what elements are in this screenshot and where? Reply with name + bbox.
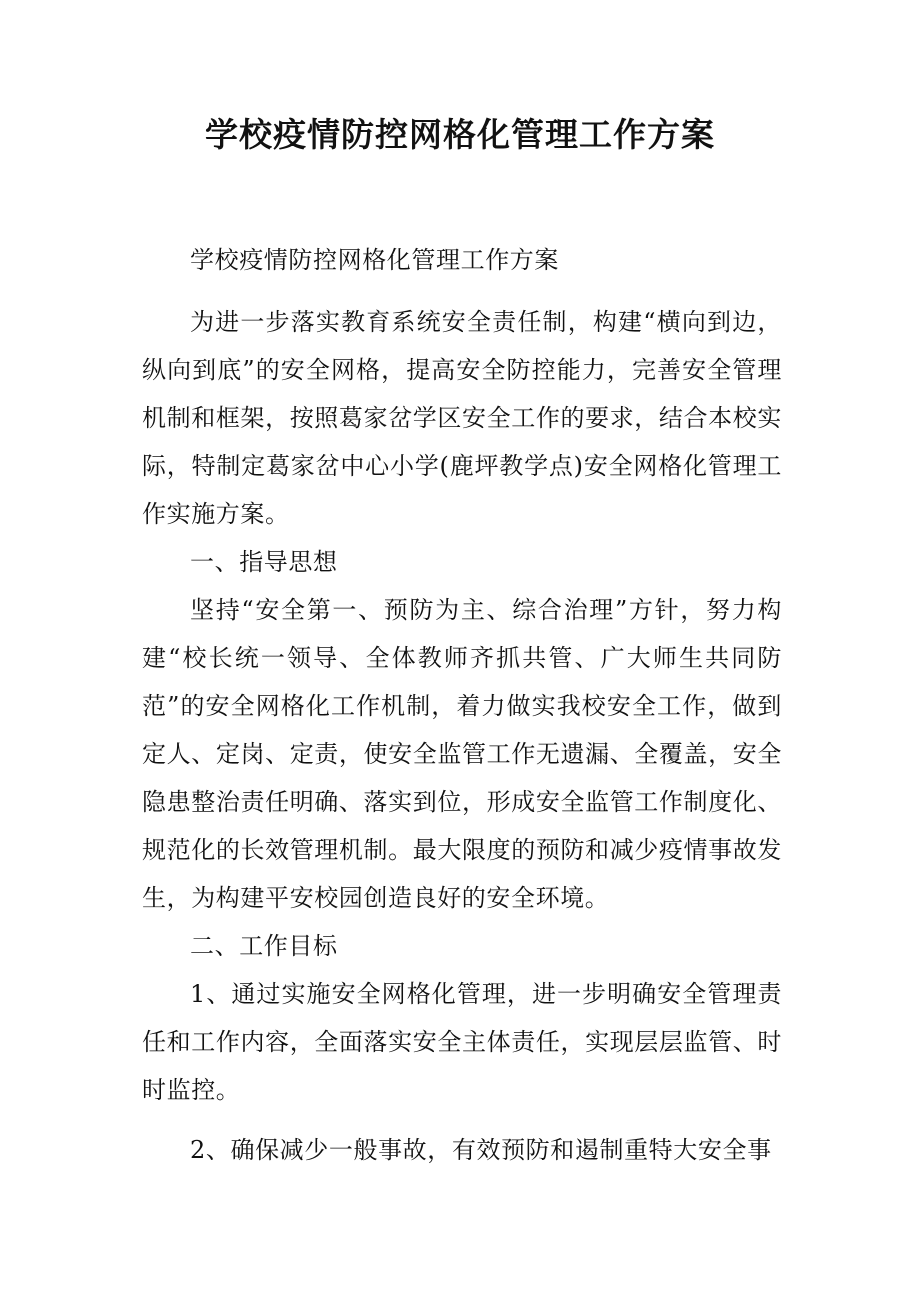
paragraph-goal-2: 2、确保减少一般事故，有效预防和遏制重特大安全事	[190, 1136, 772, 1164]
document-body	[142, 236, 782, 1174]
document-subtitle: 学校疫情防控网格化管理工作方案	[190, 246, 559, 274]
paragraph-intro: 为进一步落实教育系统安全责任制，构建“横向到边，纵向到底”的安全网格，提高安全防控能力，完善安全管理机制和框架，按照葛家岔学区安全工作的要求，结合本校实际，特制定葛家岔中心小学(鹿坪教学点)安全网格化管理工作实施方案。	[142, 308, 782, 528]
document-title: 学校疫情防控网格化管理工作方案	[205, 115, 715, 154]
section-heading-work-goals: 二、工作目标	[190, 932, 338, 960]
paragraph-guiding-ideology: 坚持“安全第一、预防为主、综合治理”方针，努力构建“校长统一领导、全体教师齐抓共管、广大师生共同防范”的安全网格化工作机制，着力做实我校安全工作，做到定人、定岗、定责，使安全监管工作无遗漏、全覆盖，安全隐患整治责任明确、落实到位，形成安全监管工作制度化、规范化的长效管理机制。最大限度的预防和减少疫情事故发生，为构建平安校园创造良好的安全环境。	[142, 596, 782, 912]
section-heading-guiding-ideology: 一、指导思想	[190, 548, 338, 576]
paragraph-goal-1: 1、通过实施安全网格化管理，进一步明确安全管理责任和工作内容，全面落实安全主体责任，实现层层监管、时时监控。	[142, 980, 782, 1104]
